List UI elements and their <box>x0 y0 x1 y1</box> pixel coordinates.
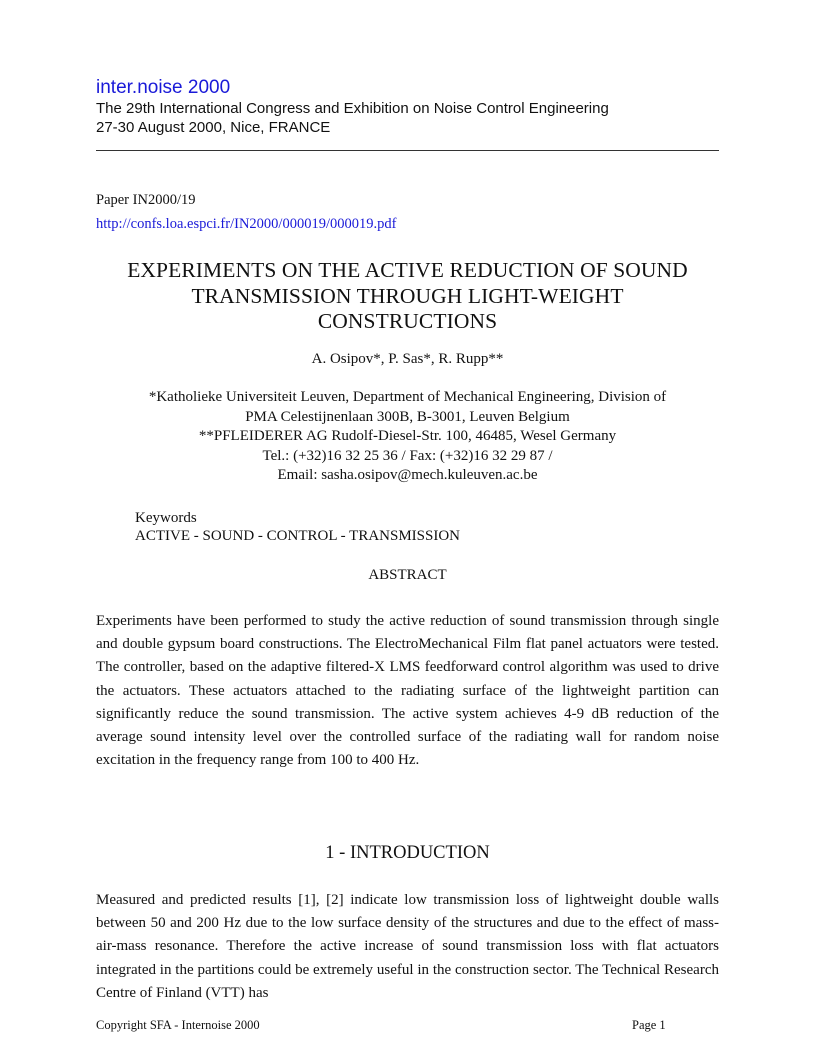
header-divider <box>96 150 719 151</box>
conference-name: inter.noise 2000 <box>96 77 231 98</box>
paper-id: Paper IN2000/19 <box>96 192 196 208</box>
paper-url-link[interactable]: http://confs.loa.espci.fr/IN2000/000019/000019.pdf <box>96 216 397 232</box>
footer-copyright: Copyright SFA - Internoise 2000 <box>96 1018 260 1032</box>
affiliation-line: Email: sasha.osipov@mech.kuleuven.ac.be <box>277 467 538 483</box>
affiliation-line: PMA Celestijnenlaan 300B, B-3001, Leuven Belgium <box>245 408 570 425</box>
introduction-body <box>96 889 719 1005</box>
affiliation-line: **PFLEIDERER AG Rudolf-Diesel-Str. 100, 46485, Wesel Germany <box>198 428 617 444</box>
abstract-paragraph: Experiments have been performed to study the active reduction of sound transmission through single and double gypsum board constructions. The ElectroMechanical Film flat panel actuators were tested. The controller, based on the adaptive filtered-X LMS feedforward control algorithm was used to drive the actuators. These actuators attached to the radiating surface of the lightweight partition can significantly reduce the sound transmission. The active system achieves 4-9 dB reduction of the average sound intensity level over the controlled surface of the radiating wall for random noise excitation in the frequency range from 100 to 400 Hz. <box>96 613 719 769</box>
abstract-heading: ABSTRACT <box>368 567 447 583</box>
introduction-heading: 1 - INTRODUCTION <box>325 843 490 863</box>
keywords-label: Keywords <box>135 510 197 526</box>
affiliation-line: Tel.: (+32)16 32 25 36 / Fax: (+32)16 32 29 87 / <box>262 447 553 464</box>
title-line: TRANSMISSION THROUGH LIGHT-WEIGHT <box>191 283 624 308</box>
title-line: EXPERIMENTS ON THE ACTIVE REDUCTION OF SOUND <box>127 258 688 282</box>
congress-line: The 29th International Congress and Exhibition on Noise Control Engineering <box>96 100 609 117</box>
abstract-body <box>96 610 719 772</box>
date-location: 27-30 August 2000, Nice, FRANCE <box>96 119 331 136</box>
affiliation-line: *Katholieke Universiteit Leuven, Department of Mechanical Engineering, Division of <box>148 389 667 405</box>
keywords-text: ACTIVE - SOUND - CONTROL - TRANSMISSION <box>135 528 461 544</box>
introduction-paragraph: Measured and predicted results [1], [2] indicate low transmission loss of lightweight double walls between 50 and 200 Hz due to the low surface density of the structures and due to the effect of mass-air-mass resonance. Therefore the active increase of sound transmission loss with flat actuators integrated in the partitions could be extremely useful in the construction sector. The Technical Research Centre of Finland (VTT) has <box>96 892 719 1001</box>
affiliations <box>96 388 719 486</box>
title-line: CONSTRUCTIONS <box>317 309 498 333</box>
paper-title <box>96 258 719 335</box>
footer-page-number: Page 1 <box>632 1018 666 1032</box>
authors: A. Osipov*, P. Sas*, R. Rupp** <box>311 351 504 367</box>
